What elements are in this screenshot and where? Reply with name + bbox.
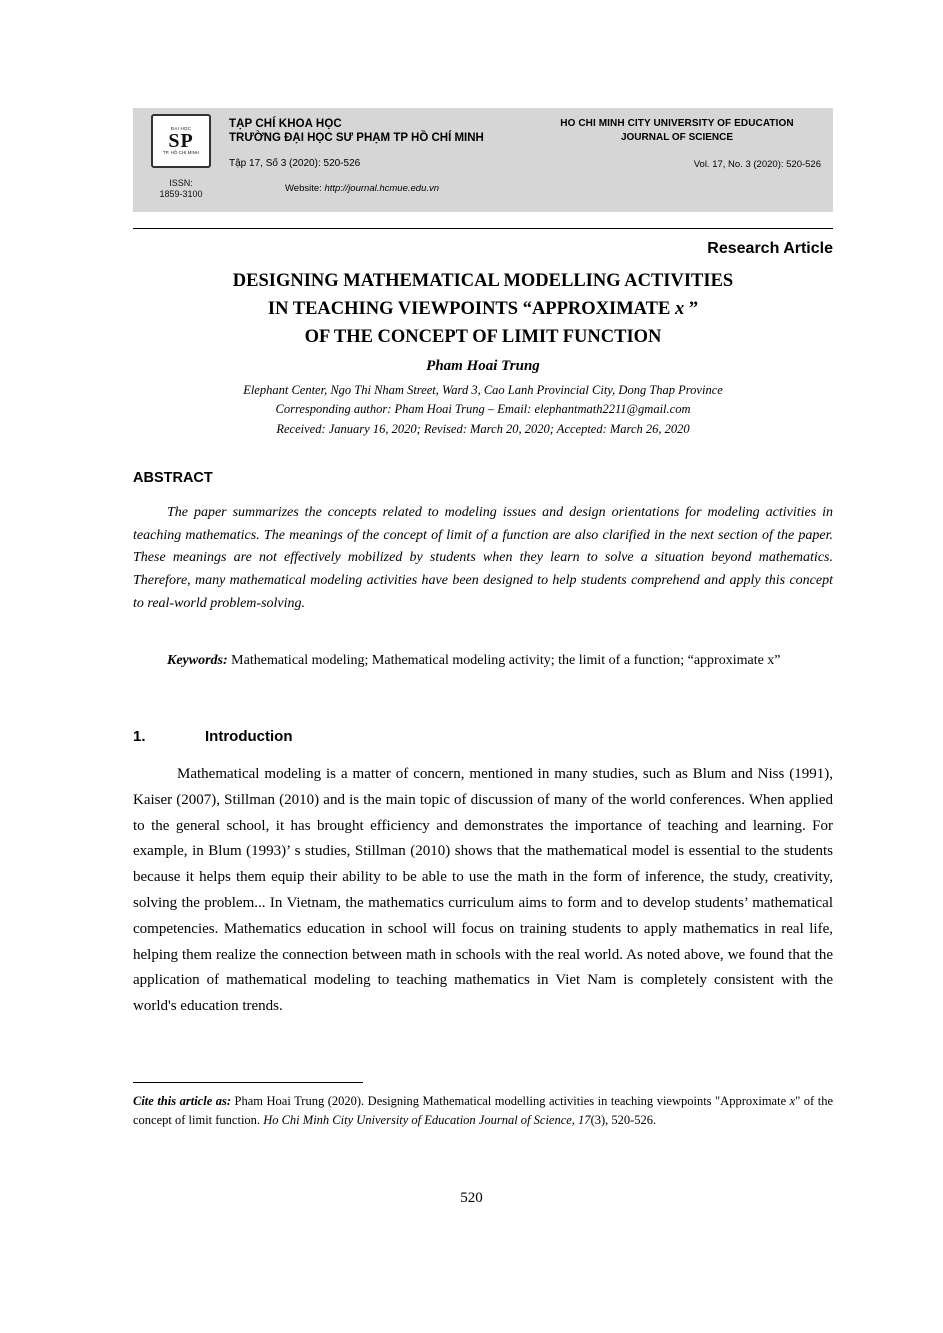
university-logo-icon	[151, 114, 211, 168]
logo-bottom-text: TP. HỒ CHÍ MINH	[162, 150, 200, 155]
keywords-text: Mathematical modeling; Mathematical modeling activity; the limit of a function; “approximate x”	[227, 653, 781, 668]
citation-text-post: (3), 520-526.	[590, 1113, 657, 1128]
issn-value: 1859-3100	[159, 189, 203, 200]
page-title	[133, 268, 833, 351]
abstract-heading: ABSTRACT	[133, 470, 213, 486]
university-name-en: HO CHI MINH CITY UNIVERSITY OF EDUCATION	[560, 118, 794, 129]
title-line-2-pre: IN TEACHING VIEWPOINTS “APPROXIMATE	[267, 298, 675, 319]
keywords-label: Keywords:	[167, 653, 228, 668]
abstract-text: The paper summarizes the concepts related to modeling issues and design orientations for modeling activities in teaching mathematics. The meanings of the concept of limit of a function are also clarified in the next section of the paper. These meanings are not effectively mobilized by students when they learn to solve a situation beyond mathematics. Therefore, many mathematical modeling activities have been designed to help students comprehend and apply this concept to real-world problem-solving.	[133, 505, 833, 611]
journal-name-en: JOURNAL OF SCIENCE	[620, 132, 734, 143]
website-label: Website:	[285, 183, 322, 194]
issn-block	[159, 178, 202, 201]
citation-text-pre: Pham Hoai Trung (2020). Designing Mathematical modelling activities in teaching viewpoints "Approximate	[231, 1094, 790, 1108]
title-line-3: OF THE CONCEPT OF LIMIT FUNCTION	[304, 326, 662, 347]
website-url[interactable]: http://journal.hcmue.edu.vn	[324, 183, 440, 194]
citation-footnote	[133, 1092, 833, 1131]
corresponding-author: Corresponding author: Pham Hoai Trung – Email: elephantmath2211@gmail.com	[275, 402, 691, 417]
article-dates: Received: January 16, 2020; Revised: March 20, 2020; Accepted: March 26, 2020	[276, 421, 690, 436]
header-divider	[133, 228, 833, 229]
masthead-english	[529, 108, 833, 212]
section-title: Introduction	[205, 728, 293, 745]
title-line-1: DESIGNING MATHEMATICAL MODELLING ACTIVITIES	[232, 271, 734, 291]
issn-label: ISSN:	[169, 178, 193, 188]
citation-text-mid: " of the concept of limit function.	[133, 1094, 833, 1128]
title-line-2	[133, 296, 833, 324]
website-line	[285, 183, 529, 194]
section-number: 1.	[133, 728, 146, 745]
volume-info-vi: Tập 17, Số 3 (2020): 520-526	[229, 158, 361, 169]
citation-journal: Ho Chi Minh City University of Education Journal of Science, 17	[263, 1113, 591, 1128]
volume-info-en: Vol. 17, No. 3 (2020): 520-526	[693, 159, 821, 170]
page-number: 520	[460, 1190, 483, 1206]
journal-logo-block	[133, 108, 229, 212]
citation-label: Cite this article as:	[133, 1094, 232, 1108]
journal-name-vi: TẠP CHÍ KHOA HỌC	[229, 118, 342, 130]
affiliation-address: Elephant Center, Ngo Thi Nham Street, Ward 3, Cao Lanh Provincial City, Dong Thap Province	[243, 383, 723, 397]
university-name-vi: TRƯỜNG ĐẠI HỌC SƯ PHẠM TP HỒ CHÍ MINH	[229, 132, 484, 144]
keywords-block	[133, 650, 833, 673]
citation-variable-x: x	[789, 1094, 796, 1108]
affiliation-block	[133, 381, 833, 439]
logo-main-text: SP	[168, 130, 194, 152]
footnote-divider	[133, 1082, 363, 1083]
masthead-vietnamese	[229, 108, 529, 212]
logo-top-text: ĐẠI HỌC	[170, 125, 192, 131]
author-name: Pham Hoai Trung	[426, 358, 540, 374]
title-line-2-post: ”	[684, 298, 699, 319]
title-variable-x: x	[674, 298, 685, 319]
article-type-label: Research Article	[707, 240, 833, 257]
section-paragraph: Mathematical modeling is a matter of concern, mentioned in many studies, such as Blum and Niss (1991), Kaiser (2007), Stillman (2010) and is the main topic of discussion of many of the world conferences. When applied to the general school, it has brought efficiency and demonstrates the importance of teaching and learning. For example, in Blum (1993)’ s studies, Stillman (2010) shows that the mathematical model is essential to the students because it helps them equip their ability to be able to use the math in the form of inference, the study, creativity, solving the problem... In Vietnam, the mathematics curriculum aims to form and to develop students’ mathematical competencies. Mathematics education in school will focus on training students to apply mathematics in real life, helping them realize the connection between math in schools with the real world. As noted above, we found that the application of mathematical modeling to teaching mathematics in Viet Nam is completely consistent with the world's education trends.	[133, 766, 833, 1015]
journal-masthead	[133, 108, 833, 212]
